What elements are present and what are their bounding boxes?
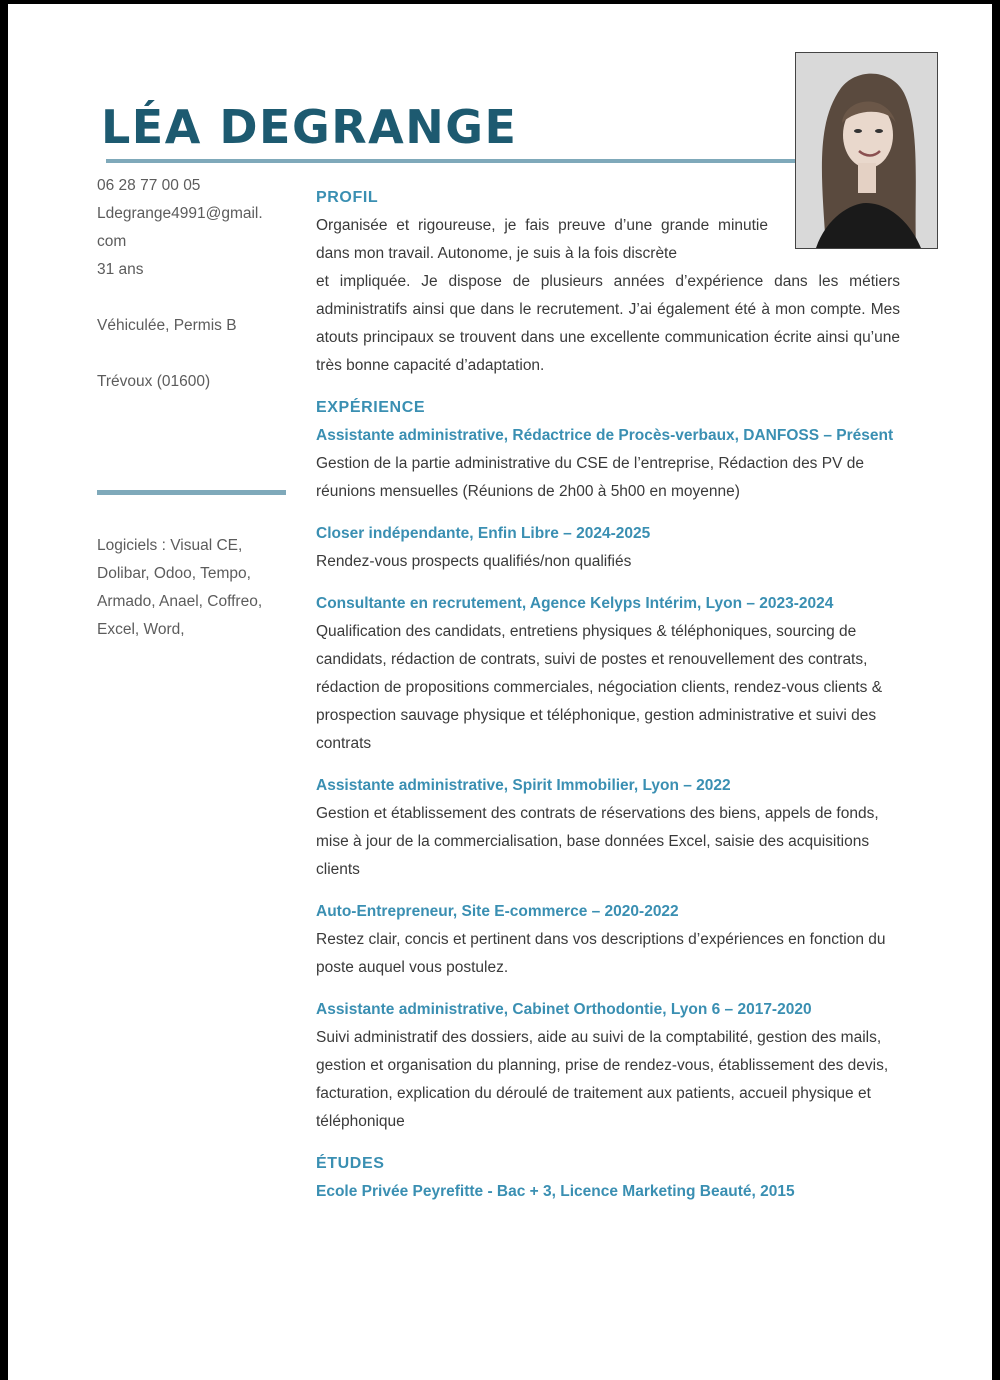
job-title: Assistante administrative, Spirit Immobilier, Lyon – 2022 bbox=[316, 777, 731, 794]
education-entry: Ecole Privée Peyrefitte - Bac + 3, Licence Marketing Beauté, 2015 bbox=[316, 1183, 795, 1200]
job-entry bbox=[316, 996, 900, 1136]
job-entry bbox=[316, 898, 900, 982]
job-description: Restez clair, concis et pertinent dans vos descriptions d’expériences en fonction du poste auquel vous postulez. bbox=[316, 931, 886, 976]
vehicle-license: Véhiculée, Permis B bbox=[97, 317, 237, 334]
profile-text bbox=[316, 212, 900, 380]
email-line-2: com bbox=[97, 233, 127, 250]
profile-text-part-2: et impliquée. Je dispose de plusieurs années d’expérience dans les métiers administratifs ainsi que dans le recrutement. J’ai également été à mon compte. Mes atouts principaux se trouvent dans une excellente communication écrite ainsi qu’une très bonne capacité d’adaptation. bbox=[316, 273, 900, 374]
job-entry bbox=[316, 520, 900, 576]
job-entry bbox=[316, 422, 900, 506]
education-heading: ÉTUDES bbox=[316, 1155, 385, 1172]
job-description: Rendez-vous prospects qualifiés/non qualifiés bbox=[316, 553, 632, 570]
job-description: Gestion et établissement des contrats de réservations des biens, appels de fonds, mise à jour de la commercialisation, base données Excel, saisie des acquisitions clients bbox=[316, 805, 879, 878]
experience-heading: EXPÉRIENCE bbox=[316, 399, 426, 416]
age: 31 ans bbox=[97, 261, 144, 278]
job-entry bbox=[316, 590, 900, 758]
job-description: Qualification des candidats, entretiens physiques & téléphoniques, sourcing de candidats, rédaction de contrats, suivi de postes et renouvellement des contrats, rédaction de propositions commerciales, négociation clients, rendez-vous clients & prospection sauvage physique et téléphonique, gestion administrative et suivi des contrats bbox=[316, 623, 883, 752]
profile-text-part-1: Organisée et rigoureuse, je fais preuve d’une grande minutie dans mon travail. Autonome, je suis à la fois discrète bbox=[316, 217, 768, 262]
candidate-name: LÉA DEGRANGE bbox=[101, 100, 518, 154]
profile-heading: PROFIL bbox=[316, 189, 379, 206]
contact-column bbox=[97, 172, 293, 396]
phone-number: 06 28 77 00 05 bbox=[97, 177, 201, 194]
cv-page bbox=[8, 4, 992, 1380]
job-description: Suivi administratif des dossiers, aide au suivi de la comptabilité, gestion des mails, gestion et organisation du planning, prise de rendez-vous, établissement des devis, facturation, explication du déroulé de traitement aux patients, accueil physique et téléphonique bbox=[316, 1029, 889, 1130]
job-title: Assistante administrative, Cabinet Orthodontie, Lyon 6 – 2017-2020 bbox=[316, 1001, 812, 1018]
job-title: Assistante administrative, Rédactrice de Procès-verbaux, DANFOSS – Présent bbox=[316, 427, 894, 444]
main-column bbox=[316, 184, 900, 1206]
email-line-1: Ldegrange4991@gmail. bbox=[97, 205, 263, 222]
job-entry bbox=[316, 772, 900, 884]
job-title: Auto-Entrepreneur, Site E-commerce – 2020-2022 bbox=[316, 903, 679, 920]
software-list: Logiciels : Visual CE, Dolibar, Odoo, Tempo, Armado, Anael, Coffreo, Excel, Word, bbox=[97, 537, 263, 638]
title-divider bbox=[106, 159, 798, 163]
job-description: Gestion de la partie administrative du CSE de l’entreprise, Rédaction des PV de réunions mensuelles (Réunions de 2h00 à 5h00 en moyenne) bbox=[316, 455, 864, 500]
job-title: Closer indépendante, Enfin Libre – 2024-2025 bbox=[316, 525, 651, 542]
left-divider bbox=[97, 490, 286, 495]
job-title: Consultante en recrutement, Agence Kelyps Intérim, Lyon – 2023-2024 bbox=[316, 595, 834, 612]
email-address bbox=[97, 200, 293, 256]
location: Trévoux (01600) bbox=[97, 373, 211, 390]
